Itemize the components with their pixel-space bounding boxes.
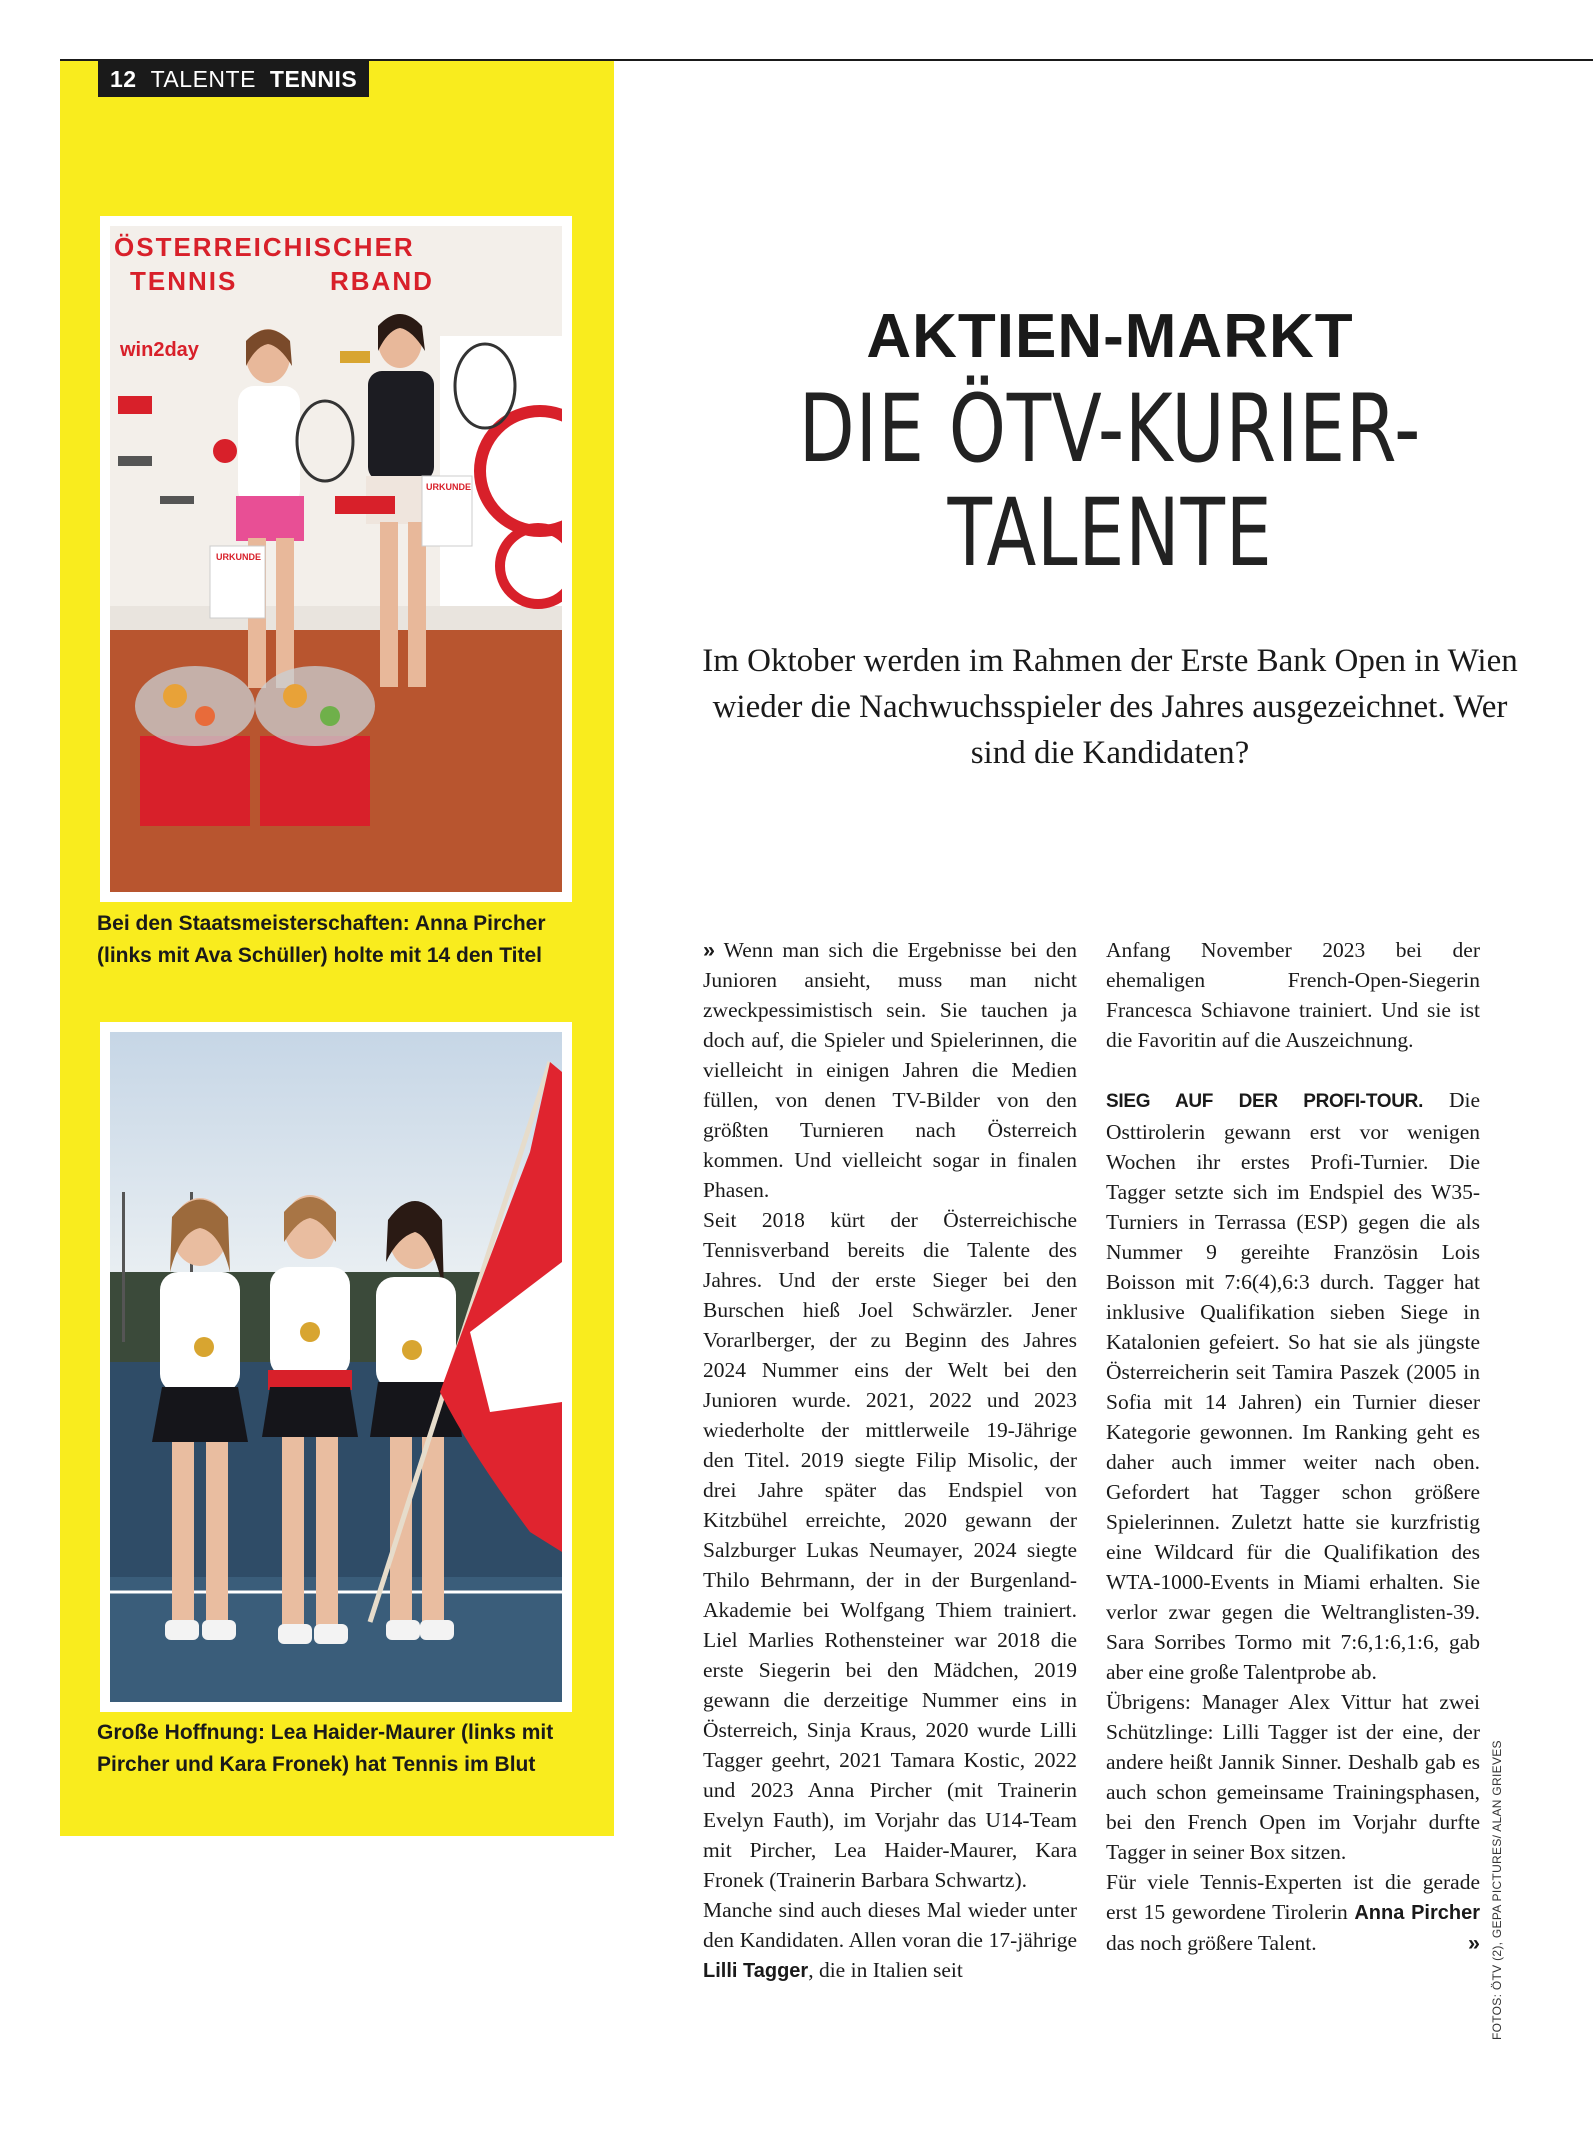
- name-anna-pircher: Anna Pircher: [1354, 1902, 1481, 1924]
- certificate-label-2: URKUNDE: [426, 482, 471, 492]
- paragraph-2: Seit 2018 kürt der Österreichische Tennisverband bereits die Talente des Jahres. Und der erste Sieger bei den Burschen hieß Joel Schwärzler. Jener Vorarlberger, der zu Beginn des Jahres 2024 Nummer eins der Welt bei den Junioren wurde. 2021, 2022 und 2023 wiederholte der mittlerweile 19-Jährige den Titel. 2019 siegte Filip Misolic, der drei Jahre später das Endspiel von Kitzbühel erreichte, 2020 gewann der Salzburger Lukas Neumayer, 2024 siegte Thilo Behrmann, der in der Burgenland-Akademie bei Wolfgang Thiem trainiert. Liel Marlies Rothensteiner war 2018 die erste Siegerin bei den Mädchen, 2019 gewann die derzeitige Nummer eins in Österreich, Sinja Kraus, 2020 wurde Lilli Tagger geehrt, 2021 Tamara Kostic, 2022 und 2023 Anna Pircher (mit Trainerin Evelyn Fauth), im Vorjahr das U14-Team mit Pircher, Lea Haider-Maurer, Kara Fronek (Trainerin Barbara Schwartz).: [703, 1208, 1077, 1892]
- paragraph-1-text: Wenn man sich die Ergebnisse bei den Junioren ansieht, muss man nicht zweckpessimistisch sein. Sie tauchen ja doch auf, die Spieler und Spielerinnen, die vielleicht in einigen Jahren die Medien füllen, von denen TV-Bilder von den größten Turnieren nach Österreich kommen. Und vielleicht sogar in finalen Phasen.: [703, 938, 1077, 1202]
- paragraph-5: [1106, 1085, 1480, 1687]
- paragraph-3-text: Manche sind auch dieses Mal wieder unter den Kandidaten. Allen voran die 17-jährige: [703, 1898, 1077, 1952]
- photo-team: [100, 1022, 572, 1712]
- sponsor-logo-text: win2day: [120, 339, 199, 361]
- banner-text-2: TENNIS: [130, 266, 238, 296]
- paragraph-7-text: Für viele Tennis-Experten ist die gerade erst 15 gewordene Tirolerin: [1106, 1870, 1480, 1924]
- end-mark-icon: »: [1468, 1931, 1480, 1955]
- banner-text-3: RBAND: [330, 266, 434, 296]
- paragraph-5-text: Die Osttirolerin gewann erst vor wenigen Wochen ihr erstes Profi-Turnier. Die Tagger setzte sich im Endspiel des W35-Turniers in Terrassa (ESP) gegen die als Nummer 9 gereihte Französin Lois Boisson mit 7:6(4),6:3 durch. Tagger hat inklusive Qualifikation sieben Siege in Katalonien gefeiert. So hat sie als jüngste Österreicherin seit Tamira Paszek (2005 in Sofia mit 14 Jahren) ein Turnier dieser Kategorie gewonnen. Im Ranking geht es daher auch immer weiter nach oben. Gefordert hat Tagger schon größere Spielerinnen. Zuletzt hatte sie kurzfristig eine Wildcard für die Qualifikation des WTA-1000-Events in Miami erhalten. Sie verlor zwar gegen die Weltranglisten-39. Sara Sorribes Tormo mit 7:6,1:6,1:6, gab aber eine große Talentprobe ab.: [1106, 1088, 1480, 1684]
- photo-credit: FOTOS: ÖTV (2), GEPA PICTURES/ ALAN GRIEVES: [1490, 1740, 1504, 2040]
- photo-podium-illustration: [110, 226, 562, 892]
- photo-podium-image: [110, 226, 562, 892]
- subsection-name: TENNIS: [269, 65, 358, 92]
- paragraph-6: Übrigens: Manager Alex Vittur hat zwei Schützlinge: Lilli Tagger ist der eine, der andere heißt Jannik Sinner. Deshalb gab es auch schon gemeinsame Trainingsphasen, bei den French Open im Vorjahr durfte Tagger in seiner Box sitzen.: [1106, 1690, 1480, 1864]
- article-column-1: [703, 935, 1077, 1986]
- photo-team-caption: Große Hoffnung: Lea Haider-Maurer (links mit Pircher und Kara Fronek) hat Tennis im Blut: [97, 1721, 554, 1776]
- section-name: TALENTE: [150, 65, 256, 92]
- page-number: 12: [110, 65, 137, 92]
- photo-team-image: [110, 1032, 562, 1702]
- quote-mark-icon: »: [703, 938, 715, 962]
- section-tag: [98, 61, 369, 97]
- photo-podium: [100, 216, 572, 902]
- article-kicker: AKTIEN-MARKT: [866, 302, 1354, 371]
- photo-team-illustration: [110, 1032, 562, 1702]
- headline-line-2: TALENTE: [947, 479, 1273, 588]
- paragraph-3: [703, 1895, 1077, 1986]
- paragraph-7-end: das noch größere Talent.: [1106, 1931, 1317, 1955]
- article-column-2: [1106, 935, 1480, 1958]
- name-lilli-tagger: Lilli Tagger: [703, 1960, 809, 1982]
- paragraph-3-end: , die in Italien seit: [808, 1958, 963, 1982]
- certificate-label-1: URKUNDE: [216, 552, 261, 562]
- headline-line-1: DIE ÖTV-KURIER-: [798, 375, 1422, 484]
- article-lead: Im Oktober werden im Rahmen der Erste Bank Open in Wien wieder die Nachwuchsspieler des Jahres ausgezeichnet. Wer sind die Kandidaten?: [702, 643, 1518, 771]
- article-headline: [700, 375, 1520, 588]
- paragraph-4: Anfang November 2023 bei der ehemaligen French-Open-Siegerin Francesca Schiavone trainiert. Und sie ist die Favoritin auf die Auszeichnung.: [1106, 938, 1480, 1052]
- paragraph-7: [1106, 1867, 1480, 1958]
- paragraph-1: [703, 935, 1077, 1205]
- banner-text-1: ÖSTERREICHISCHER: [114, 232, 415, 262]
- photo-podium-caption: Bei den Staatsmeisterschaften: Anna Pircher (links mit Ava Schüller) holte mit 14 den Titel: [97, 912, 546, 967]
- subheading: SIEG AUF DER PROFI-TOUR.: [1106, 1091, 1424, 1112]
